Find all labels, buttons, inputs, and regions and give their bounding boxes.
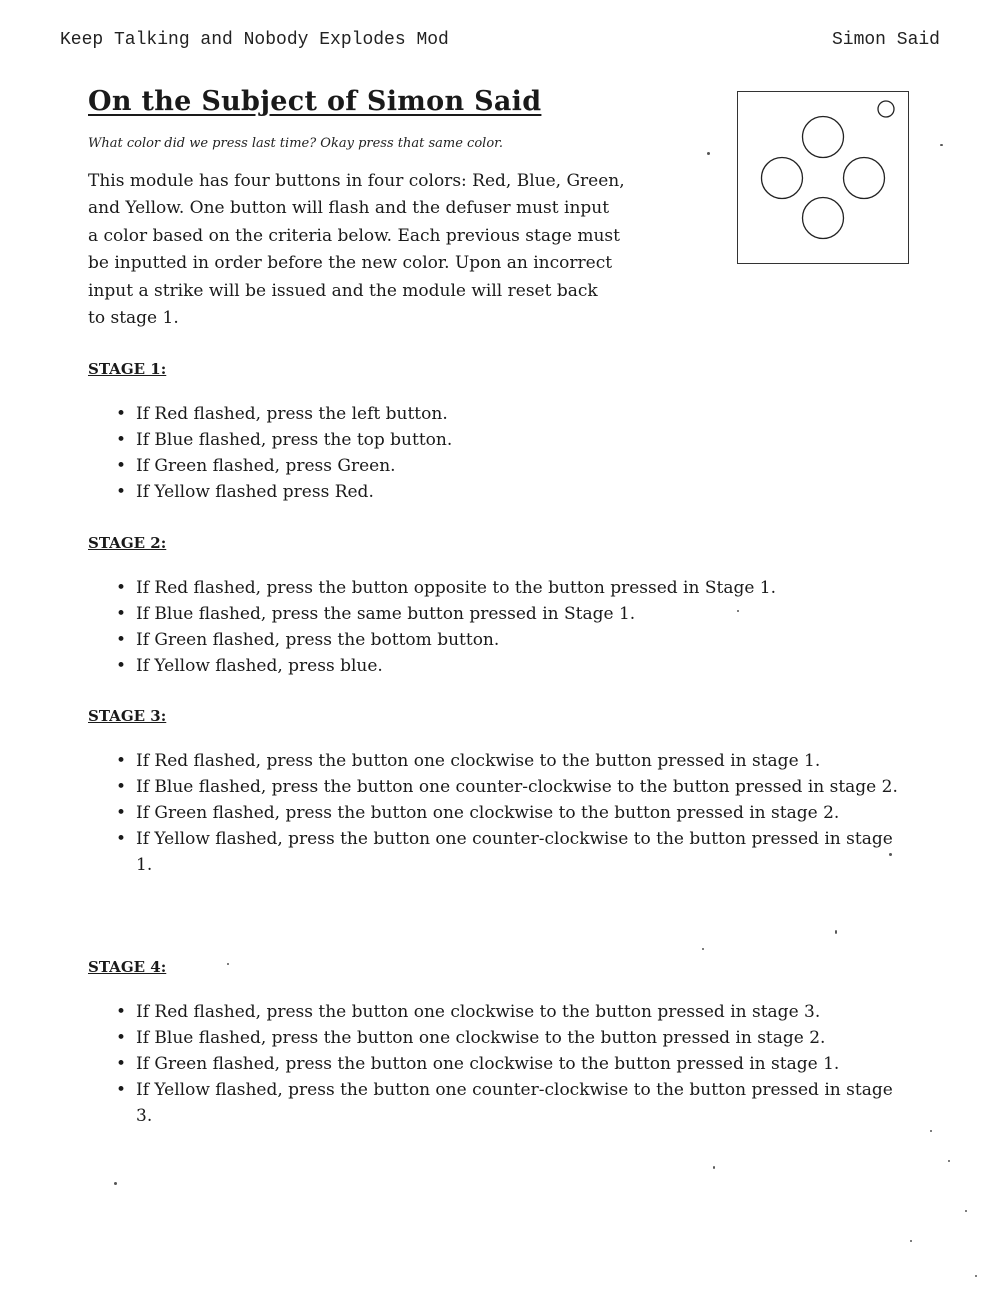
bottom-button-circle <box>803 198 844 239</box>
stage-2-heading: STAGE 2: <box>88 534 167 552</box>
speck <box>910 1240 912 1242</box>
list-item: • If Green flashed, press Green. <box>112 453 912 479</box>
stage-4-heading: STAGE 4: <box>88 958 167 976</box>
list-item: • If Blue flashed, press the top button. <box>112 427 912 453</box>
speck <box>940 144 943 146</box>
module-diagram-svg <box>738 92 908 263</box>
header-mod-label: Keep Talking and Nobody Explodes Mod <box>60 30 449 50</box>
speck <box>930 1130 932 1132</box>
speck <box>227 963 229 965</box>
list-item: • If Red flashed, press the button one clockwise to the button pressed in stage 3. <box>112 999 912 1025</box>
speck <box>889 853 892 856</box>
list-item: • If Green flashed, press the button one clockwise to the button pressed in stage 1. <box>112 1051 912 1077</box>
list-item: • If Blue flashed, press the button one counter-clockwise to the button pressed in stage 2. <box>112 774 912 800</box>
intro-line: and Yellow. One button will flash and the defuser must input <box>88 198 610 219</box>
list-item: • If Green flashed, press the bottom button. <box>112 627 912 653</box>
list-item: • If Yellow flashed, press blue. <box>112 653 912 679</box>
list-item: • If Blue flashed, press the same button pressed in Stage 1. <box>112 601 912 627</box>
flavor-text: What color did we press last time? Okay press that same color. <box>88 136 504 151</box>
top-button-circle <box>803 117 844 158</box>
list-item: • If Yellow flashed, press the button one counter-clockwise to the button pressed in stage 1. <box>112 826 912 878</box>
speck <box>702 948 704 950</box>
list-item: • If Green flashed, press the button one clockwise to the button pressed in stage 2. <box>112 800 912 826</box>
header-module-name: Simon Said <box>831 30 940 50</box>
intro-line: a color based on the criteria below. Each previous stage must <box>88 225 620 246</box>
intro-paragraph <box>88 168 718 332</box>
list-item: • If Red flashed, press the button one clockwise to the button pressed in stage 1. <box>112 748 912 774</box>
page-title: On the Subject of Simon Said <box>88 86 542 117</box>
intro-line: This module has four buttons in four colors: Red, Blue, Green, <box>88 171 625 191</box>
speck <box>707 152 710 155</box>
list-item: • If Blue flashed, press the button one clockwise to the button pressed in stage 2. <box>112 1025 912 1051</box>
list-item: • If Red flashed, press the button opposite to the button pressed in Stage 1. <box>112 575 912 601</box>
left-button-circle <box>762 158 803 199</box>
right-button-circle <box>844 158 885 199</box>
list-item: • If Yellow flashed press Red. <box>112 479 912 505</box>
intro-line: to stage 1. <box>88 308 179 329</box>
intro-line: input a strike will be issued and the module will reset back <box>88 280 598 301</box>
speck <box>835 930 837 934</box>
list-item: • If Yellow flashed, press the button one counter-clockwise to the button pressed in stage 3. <box>112 1077 912 1129</box>
stage-1-rules <box>112 401 912 505</box>
speck <box>114 1182 117 1185</box>
stage-3-heading: STAGE 3: <box>88 707 167 725</box>
stage-2-rules <box>112 575 912 679</box>
module-diagram <box>737 91 909 264</box>
status-light-circle <box>878 101 894 117</box>
list-item: • If Red flashed, press the left button. <box>112 401 912 427</box>
speck <box>975 1275 977 1277</box>
speck <box>737 610 739 612</box>
stage-3-rules <box>112 748 912 878</box>
intro-line: be inputted in order before the new color. Upon an incorrect <box>88 253 613 274</box>
speck <box>713 1166 715 1169</box>
stage-1-heading: STAGE 1: <box>88 360 167 378</box>
speck <box>948 1160 950 1162</box>
stage-4-rules <box>112 999 912 1129</box>
speck <box>965 1210 967 1212</box>
